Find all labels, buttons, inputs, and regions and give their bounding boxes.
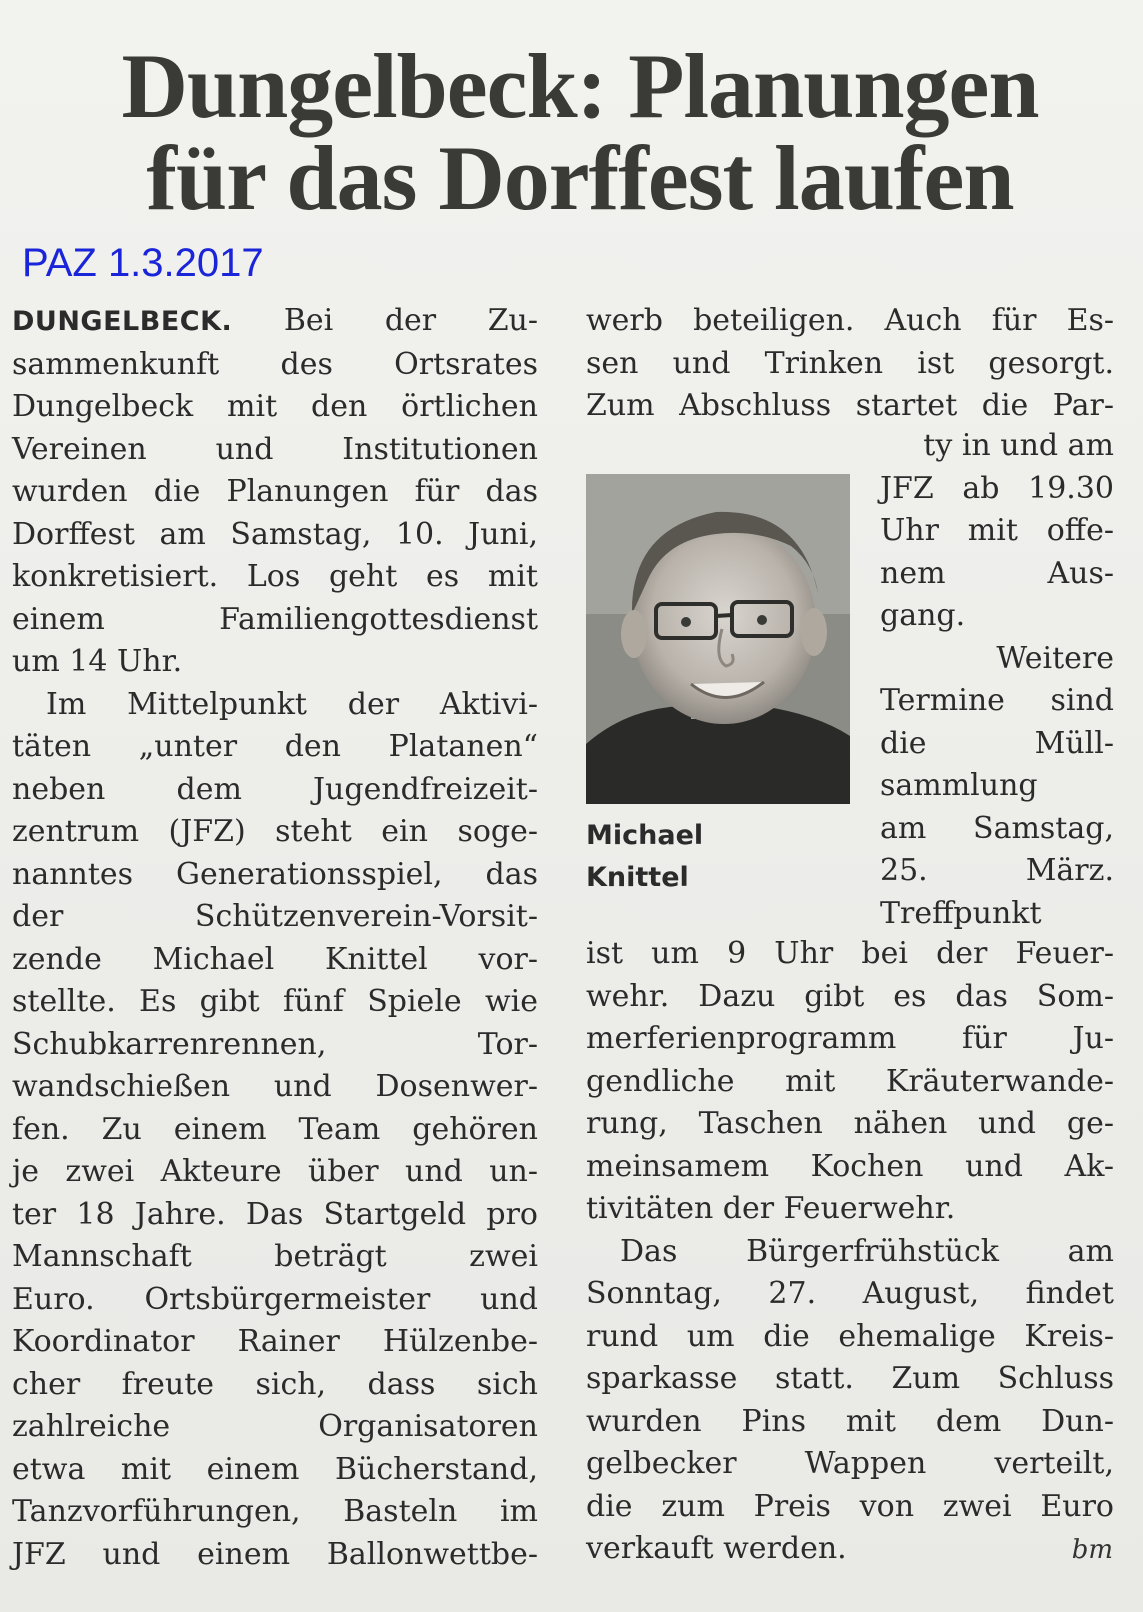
article-line: der Schützenverein-Vorsit- [12,899,538,934]
article-line: wandschießen und Dosenwer- [12,1069,538,1104]
article-line: täten „unter den Platanen“ [12,729,538,764]
headline-line-2: für das Dorffest laufen [146,127,1014,229]
article-line: DUNGELBECK. Bei der Zu- [12,303,538,338]
article-line: sparkasse statt. Zum Schluss [586,1361,1114,1396]
article-line: Euro. Ortsbürgermeister und [12,1281,538,1317]
caption-line-2: Knittel [586,862,689,893]
article-line: Treffpunkt [880,895,1042,931]
article-line: rund um die ehemalige Kreis- [586,1318,1114,1354]
article-line: Dungelbeck mit den örtlichen [12,389,538,424]
article-line: gang. [880,598,966,633]
article-line: zentrum (JFZ) steht ein soge- [12,814,538,849]
article-line: die Müll- [880,725,1114,761]
article-line: einem Familiengottesdienst [12,601,538,637]
article-line: merferienprogramm für Ju- [586,1021,1114,1056]
article-line: JFZ und einem Ballonwettbe- [12,1536,538,1572]
article-line: je zwei Akteure über und un- [12,1154,538,1189]
portrait-photo [586,474,850,804]
author-byline: bm [1071,1535,1113,1565]
source-stamp: PAZ 1.3.2017 [22,241,264,285]
article-line: tivitäten der Feuerwehr. [586,1191,956,1226]
article-line: cher freute sich, dass sich [12,1366,538,1402]
photo-caption [586,815,703,899]
article-line: stellte. Es gibt fünf Spiele wie [12,984,538,1019]
article-line: sen und Trinken ist gesorgt. [586,345,1114,381]
article-line: Dorffest am Samstag, 10. Juni, [12,516,538,552]
article-line: Weitere [996,640,1114,676]
article-line: ty in und am [923,428,1114,463]
article-line: fen. Zu einem Team gehören [12,1111,538,1147]
article-line: Sonntag, 27. August, findet [586,1276,1114,1311]
article-line: Tanzvorführungen, Basteln im [12,1494,538,1529]
article-line: wurden Pins mit dem Dun- [586,1403,1114,1439]
article-line: Schubkarrenrennen, Tor- [12,1026,538,1062]
article-line: JFZ ab 19.30 [880,470,1114,506]
headline-line-1: Dungelbeck: Planungen [121,35,1039,137]
article-line: etwa mit einem Bücherstand, [12,1451,538,1487]
article-line: wehr. Dazu gibt es das Som- [586,978,1114,1014]
article-line: sammenkunft des Ortsrates [12,346,538,382]
article-line: die zum Preis von zwei Euro [586,1488,1114,1524]
article-column-2-side [880,425,1114,935]
article-line: konkretisiert. Los geht es mit [12,559,538,594]
headline [40,35,1120,229]
article-line: gelbecker Wappen verteilt, [586,1446,1114,1481]
article-line: Zum Abschluss startet die Par- [586,388,1114,423]
article-line: Im Mittelpunkt der Aktivi- [46,686,538,722]
article-line: zahlreiche Organisatoren [12,1409,538,1444]
article-line: zende Michael Knittel vor- [12,941,538,977]
caption-line-1: Michael [586,820,704,851]
article-line: rung, Taschen nähen und ge- [586,1106,1114,1141]
portrait-illustration [586,474,850,804]
article-line: verkauft werden. [586,1531,847,1566]
article-column-2-top [586,300,1114,428]
article-line: Vereinen und Institutionen [12,431,538,467]
article-line: Koordinator Rainer Hülzenbe- [12,1324,538,1359]
article-line: 25. März. [880,853,1114,888]
article-line: gendliche mit Kräuterwande- [586,1063,1114,1099]
article-line: Termine sind [880,683,1114,718]
article-line: neben dem Jugendfreizeit- [12,771,538,807]
article-line: ter 18 Jahre. Das Startgeld pro [12,1196,538,1232]
article-line: Das Bürgerfrühstück am [620,1233,1114,1269]
article-line: ist um 9 Uhr bei der Feuer- [586,936,1114,971]
article-line: nem Aus- [880,555,1114,591]
article-line: wurden die Planungen für das [12,474,538,509]
article-line: am Samstag, [880,810,1114,846]
article-column-1 [12,300,538,1576]
article-line: sammlung [880,768,1038,803]
article-line: meinsamem Kochen und Ak- [586,1148,1114,1184]
article-line: nanntes Generationsspiel, das [12,856,538,892]
article-line: um 14 Uhr. [12,644,183,679]
article-column-2-bottom [586,933,1114,1571]
article-line: Uhr mit offe- [880,513,1114,548]
dateline: DUNGELBECK. [12,306,233,337]
article-line: Mannschaft beträgt zwei [12,1239,538,1274]
article-line: werb beteiligen. Auch für Es- [586,303,1114,338]
